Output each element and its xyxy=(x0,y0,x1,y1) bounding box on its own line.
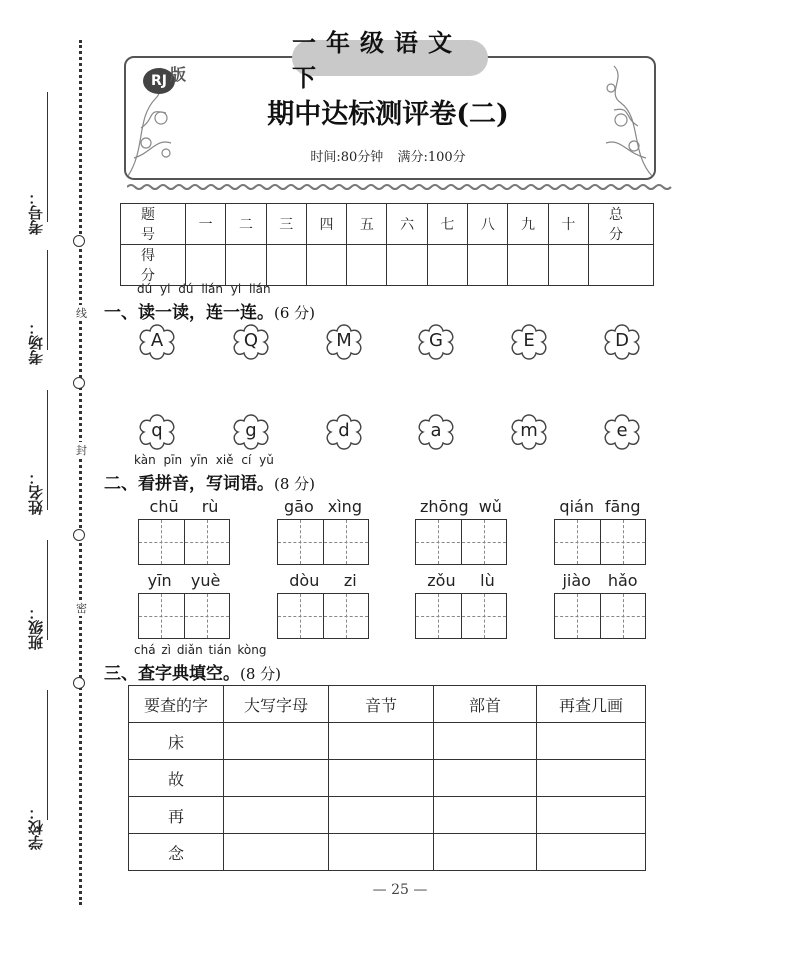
word-writing-box xyxy=(277,571,369,639)
score-table-cell: 总 分 xyxy=(589,204,654,245)
score-table xyxy=(120,203,657,286)
score-row-label: 得 分 xyxy=(121,245,186,286)
section3-title xyxy=(104,659,281,684)
answer-cell[interactable] xyxy=(329,797,434,834)
score-input-cell[interactable] xyxy=(186,245,226,286)
score-table-cell: 题 号 xyxy=(121,204,186,245)
binding-hole xyxy=(73,677,85,689)
word-writing-box xyxy=(138,571,230,639)
word-writing-box xyxy=(554,571,646,639)
name-label: 姓名： xyxy=(27,470,45,515)
answer-cell[interactable] xyxy=(329,834,434,871)
answer-cell[interactable] xyxy=(434,760,537,797)
word-writing-box xyxy=(415,497,507,565)
letter-label: m xyxy=(520,420,538,441)
score-input-cell[interactable] xyxy=(226,245,266,286)
letter-label: Q xyxy=(243,330,259,351)
binding-dotted-line xyxy=(79,40,82,905)
answer-cell[interactable] xyxy=(537,797,646,834)
dictionary-header-cell: 部首 xyxy=(434,686,537,723)
tianzige-grid[interactable] xyxy=(138,519,230,565)
word-writing-box xyxy=(554,497,646,565)
page-number: — 25 — xyxy=(372,882,428,898)
answer-cell[interactable] xyxy=(537,760,646,797)
score-input-cell[interactable] xyxy=(347,245,387,286)
table-row xyxy=(129,834,646,871)
score-input-cell[interactable] xyxy=(306,245,346,286)
lookup-char: 再 xyxy=(129,797,224,834)
pinyin-syllable: wǔ xyxy=(478,497,502,516)
dictionary-header-cell: 再查几画 xyxy=(537,686,646,723)
dictionary-header-cell: 要查的字 xyxy=(129,686,224,723)
letter-label: q xyxy=(151,420,163,441)
uppercase-letter-flower[interactable] xyxy=(602,322,642,362)
lowercase-letter-flower[interactable] xyxy=(416,412,456,452)
score-input-cell[interactable] xyxy=(548,245,588,286)
answer-cell[interactable] xyxy=(224,834,329,871)
pinyin-syllable: jiào xyxy=(562,571,591,590)
pinyin-syllable: fāng xyxy=(604,497,641,516)
dictionary-table xyxy=(128,685,646,871)
school-blank[interactable] xyxy=(47,690,48,820)
section2-points: (8 分) xyxy=(274,475,316,493)
edition-badge: RJ xyxy=(143,68,175,94)
answer-cell[interactable] xyxy=(434,834,537,871)
score-table-cell: 六 xyxy=(387,204,427,245)
lowercase-letter-flower[interactable] xyxy=(509,412,549,452)
section2-title-text: 二、看拼音，写词语。 xyxy=(104,474,274,494)
tianzige-grid[interactable] xyxy=(277,519,369,565)
class-label: 班级： xyxy=(27,605,45,650)
lowercase-letter-flower[interactable] xyxy=(137,412,177,452)
score-input-cell[interactable] xyxy=(468,245,508,286)
pinyin-syllable: hǎo xyxy=(607,571,638,590)
exam-number-label: 考号： xyxy=(27,190,45,235)
tianzige-grid[interactable] xyxy=(415,519,507,565)
page-title: 期中达标测评卷(二) xyxy=(267,99,509,130)
section3-points: (8 分) xyxy=(240,665,282,683)
answer-cell[interactable] xyxy=(329,723,434,760)
answer-cell[interactable] xyxy=(537,834,646,871)
score-table-cell: 三 xyxy=(266,204,306,245)
seal-word-seal: 封 xyxy=(76,444,87,457)
answer-cell[interactable] xyxy=(224,797,329,834)
binding-hole xyxy=(73,529,85,541)
score-input-cell[interactable] xyxy=(589,245,654,286)
section1-pinyin: dú yi dú lián yi lián xyxy=(137,282,271,296)
exam-full-score: 满分:100分 xyxy=(397,150,466,165)
table-row xyxy=(129,760,646,797)
tianzige-grid[interactable] xyxy=(415,593,507,639)
section1-title-text: 一、读一读，连一连。 xyxy=(104,303,274,323)
score-table-cell: 九 xyxy=(508,204,548,245)
score-table-cell: 二 xyxy=(226,204,266,245)
letter-label: A xyxy=(150,330,164,351)
exam-room-label: 考场： xyxy=(27,320,45,365)
school-label: 学校： xyxy=(27,805,45,850)
score-input-cell[interactable] xyxy=(508,245,548,286)
pinyin-syllable: qián xyxy=(559,497,594,516)
answer-cell[interactable] xyxy=(224,760,329,797)
score-table-cell: 八 xyxy=(468,204,508,245)
pinyin-syllable: lù xyxy=(480,571,495,590)
uppercase-letter-flower[interactable] xyxy=(324,322,364,362)
letter-label: e xyxy=(616,420,628,441)
answer-cell[interactable] xyxy=(434,797,537,834)
pinyin-syllable: yuè xyxy=(190,571,221,590)
lookup-char: 故 xyxy=(129,760,224,797)
pinyin-syllable: zhōng xyxy=(420,497,469,516)
answer-cell[interactable] xyxy=(434,723,537,760)
section2-title xyxy=(104,469,315,494)
score-input-cell[interactable] xyxy=(427,245,467,286)
dictionary-header-row xyxy=(129,686,646,723)
pinyin-syllable: zi xyxy=(343,571,357,590)
answer-cell[interactable] xyxy=(329,760,434,797)
section1-title xyxy=(104,298,315,323)
lookup-char: 念 xyxy=(129,834,224,871)
section1-points: (6 分) xyxy=(274,304,316,322)
score-table-header-row xyxy=(121,204,654,245)
word-writing-box xyxy=(415,571,507,639)
letter-label: D xyxy=(615,330,629,351)
score-table-cell: 四 xyxy=(306,204,346,245)
score-input-cell[interactable] xyxy=(387,245,427,286)
letter-label: G xyxy=(429,330,443,351)
grade-banner: 一年级语文下 xyxy=(292,40,488,76)
exam-meta xyxy=(124,146,652,165)
score-table-cell: 七 xyxy=(427,204,467,245)
letter-label: g xyxy=(245,420,257,441)
pinyin-syllable: yīn xyxy=(147,571,172,590)
pinyin-syllable: zǒu xyxy=(427,571,456,590)
uppercase-letter-flower[interactable] xyxy=(137,322,177,362)
tianzige-grid[interactable] xyxy=(277,593,369,639)
pinyin-syllable: xìng xyxy=(327,497,362,516)
pinyin-syllable: chū xyxy=(149,497,179,516)
uppercase-letter-flower[interactable] xyxy=(416,322,456,362)
edition-suffix: 版 xyxy=(170,65,187,84)
lowercase-letter-flower[interactable] xyxy=(324,412,364,452)
seal-word-secret: 密 xyxy=(76,602,87,615)
uppercase-letter-flower[interactable] xyxy=(231,322,271,362)
binding-hole xyxy=(73,235,85,247)
letter-label: d xyxy=(338,420,350,441)
tianzige-grid[interactable] xyxy=(554,519,646,565)
score-table-cell: 五 xyxy=(347,204,387,245)
section2-pinyin: kàn pīn yīn xiě cí yǔ xyxy=(134,453,274,467)
lowercase-letter-flower[interactable] xyxy=(231,412,271,452)
score-input-cell[interactable] xyxy=(266,245,306,286)
section3-title-text: 三、查字典填空。 xyxy=(104,664,240,684)
score-table-cell: 一 xyxy=(186,204,226,245)
word-writing-box xyxy=(277,497,369,565)
score-table-score-row xyxy=(121,245,654,286)
pinyin-syllable: rù xyxy=(201,497,219,516)
letter-label: a xyxy=(430,420,442,441)
wavy-divider xyxy=(127,183,673,191)
seal-word-line: 线 xyxy=(76,307,87,320)
dictionary-header-cell: 音节 xyxy=(329,686,434,723)
score-table-cell: 十 xyxy=(548,204,588,245)
uppercase-letter-flower[interactable] xyxy=(509,322,549,362)
lowercase-letter-flower[interactable] xyxy=(602,412,642,452)
pinyin-syllable: gāo xyxy=(284,497,314,516)
dictionary-header-cell: 大写字母 xyxy=(224,686,329,723)
section3-pinyin: chá zì diǎn tián kòng xyxy=(134,643,267,657)
binding-hole xyxy=(73,377,85,389)
tianzige-grid[interactable] xyxy=(138,593,230,639)
lookup-char: 床 xyxy=(129,723,224,760)
table-row xyxy=(129,797,646,834)
pinyin-syllable: dòu xyxy=(289,571,320,590)
answer-cell[interactable] xyxy=(224,723,329,760)
letter-label: E xyxy=(523,330,535,351)
letter-label: M xyxy=(336,330,352,351)
exam-time: 时间:80分钟 xyxy=(310,150,384,165)
answer-cell[interactable] xyxy=(537,723,646,760)
tianzige-grid[interactable] xyxy=(554,593,646,639)
table-row xyxy=(129,723,646,760)
word-writing-box xyxy=(138,497,230,565)
